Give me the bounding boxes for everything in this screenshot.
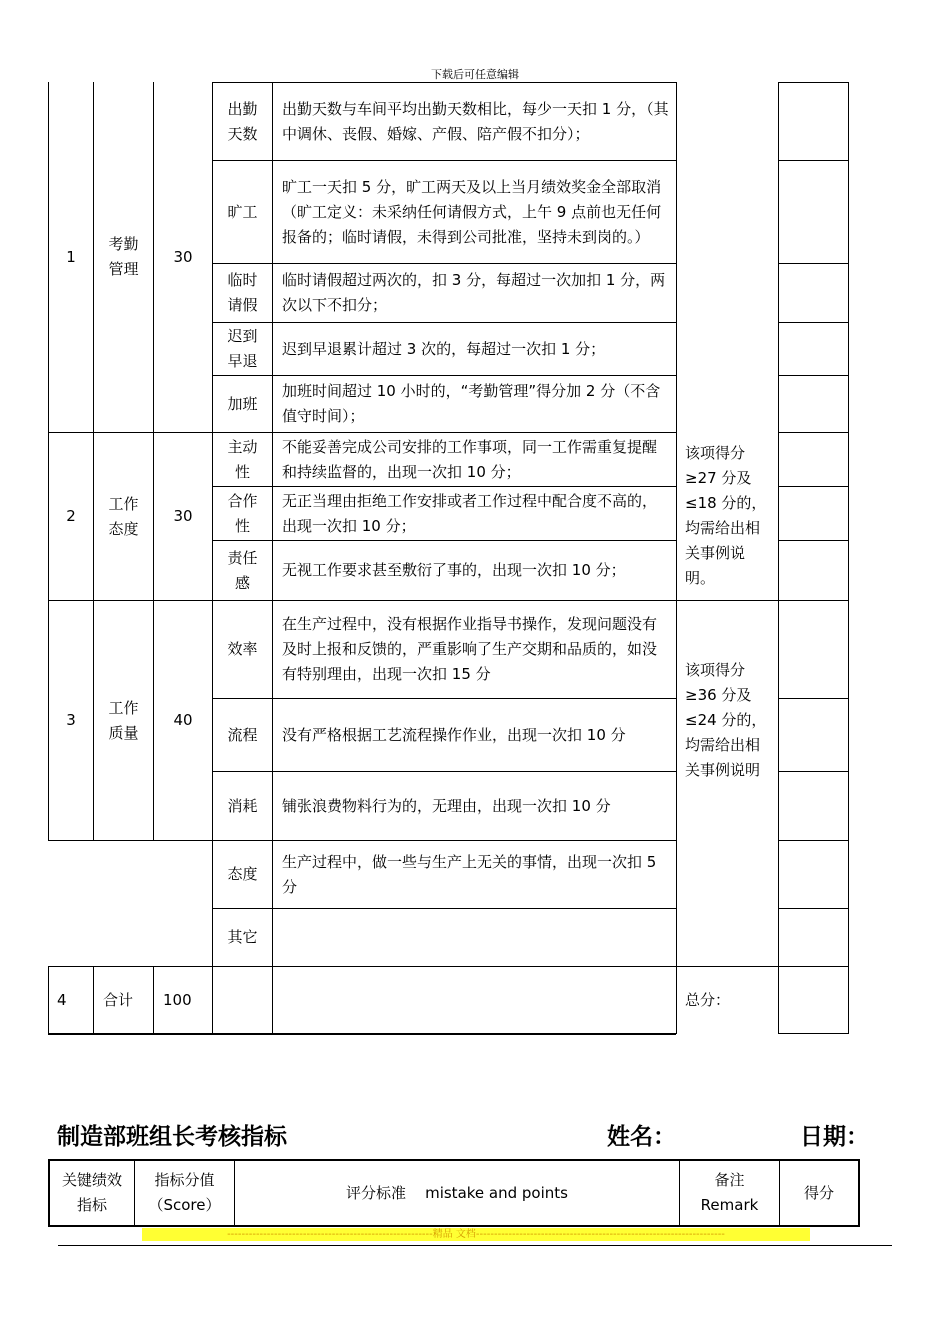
category-label: 工作 质量: [108, 698, 139, 742]
row-number: 2: [66, 507, 76, 525]
date-label: 日期：: [800, 1124, 869, 1150]
category-score: 30: [173, 507, 193, 525]
item-name: 其它: [227, 928, 258, 946]
total-number: 4: [57, 990, 67, 1009]
header-criteria: 评分标准 mistake and points: [346, 1183, 568, 1202]
page-header-note: 下载后可任意编辑: [431, 68, 519, 81]
item-criteria: 铺张浪费物料行为的，无理由，出现一次扣 10 分: [282, 796, 611, 815]
item-name: 迟到 早退: [227, 327, 258, 370]
category-score: 30: [173, 247, 193, 266]
item-name: 临时 请假: [227, 271, 258, 314]
row-number: 1: [66, 247, 76, 266]
item-criteria: 不能妥善完成公司安排的工作事项，同一工作需重复提醒和持续监督的，出现一次扣 10 分；: [282, 437, 658, 481]
item-name: 合作 性: [227, 491, 258, 535]
item-name: 加班: [227, 394, 258, 413]
item-criteria: 旷工一天扣 5 分，旷工两天及以上当月绩效奖金全部取消（旷工定义：未采纳任何请假方式，上午 9 点前也无任何报备的；临时请假，未得到公司批准，坚持未到岗的。）: [282, 177, 662, 246]
header-score: 指标分值 （Score）: [148, 1171, 221, 1214]
item-name: 主动 性: [227, 437, 258, 481]
item-name: 消耗: [227, 796, 258, 815]
item-criteria: 无视工作要求甚至敷衍了事的，出现一次扣 10 分；: [282, 561, 626, 579]
remark-group-2: 该项得分 ≥36 分及 ≤24 分的， 均需给出相 关事例说明: [685, 661, 767, 779]
item-criteria: 没有严格根据工艺流程操作作业，出现一次扣 10 分: [282, 725, 626, 744]
remark-group-1: 该项得分 ≥27 分及 ≤18 分的， 均需给出相 关事例说 明。: [685, 444, 767, 587]
header-kpi: 关键绩效 指标: [61, 1171, 122, 1214]
item-name: 责任 感: [227, 548, 258, 592]
header-remark: 备注 Remark: [700, 1171, 759, 1214]
header-points: 得分: [803, 1183, 834, 1202]
total-score: 100: [163, 990, 192, 1009]
item-criteria: 加班时间超过 10 小时的，“考勤管理”得分加 2 分（不含值守时间）；: [282, 382, 661, 425]
item-criteria: 迟到早退累计超过 3 次的，每超过一次扣 1 分；: [282, 339, 606, 358]
item-criteria: 无正当理由拒绝工作安排或者工作过程中配合度不高的，出现一次扣 10 分；: [282, 491, 658, 535]
item-name: 流程: [227, 725, 258, 744]
item-criteria: 生产过程中，做一些与生产上无关的事情，出现一次扣 5 分: [282, 853, 657, 896]
item-name: 出勤 天数: [227, 99, 258, 143]
item-criteria: 出勤天数与车间平均出勤天数相比，每少一天扣 1 分，（其中调休、丧假、婚嫁、产假、陪产假不扣分）；: [282, 99, 669, 143]
total-sum-label: 总分：: [685, 990, 731, 1009]
item-name: 效率: [227, 640, 258, 658]
form-title: 制造部班组长考核指标: [57, 1124, 287, 1150]
category-label: 工作 态度: [108, 494, 139, 538]
item-criteria: 在生产过程中，没有根据作业指导书操作，发现问题没有及时上报和反馈的，严重影响了生产交期和品质的，如没有特别理由，出现一次扣 15 分: [282, 615, 658, 683]
name-label: 姓名：: [607, 1124, 676, 1150]
row-number: 3: [66, 711, 76, 729]
item-name: 旷工: [227, 202, 258, 221]
item-criteria: 临时请假超过两次的，扣 3 分，每超过一次加扣 1 分，两次以下不扣分；: [282, 271, 666, 314]
footer-banner: ---------------------------------------------------------精品 文档---------------------------------------------------------------------: [142, 1228, 810, 1241]
item-name: 态度: [227, 865, 258, 883]
total-label: 合计: [103, 990, 134, 1009]
category-score: 40: [173, 711, 193, 729]
footer-rule: [58, 1245, 892, 1246]
category-label: 考勤 管理: [108, 235, 139, 278]
